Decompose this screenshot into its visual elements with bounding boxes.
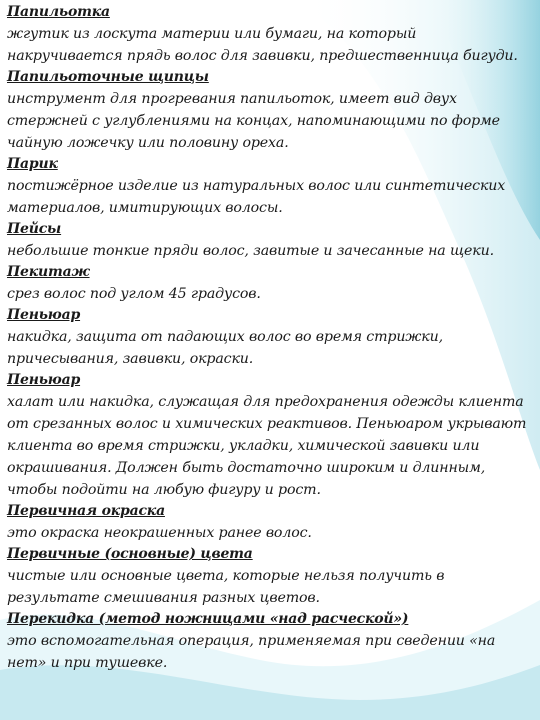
- glossary-term: Первичные (основные) цвета: [7, 546, 253, 562]
- glossary-term: Парик: [7, 156, 58, 172]
- glossary-term: Папильоточные щипцы: [7, 69, 209, 85]
- glossary-definition: небольшие тонкие пряди волос, завитые и зачесанные на щеки.: [7, 243, 494, 259]
- glossary-definition: накидка, защита от падающих волос во время стрижки, причесывания, завивки, окраски.: [7, 329, 443, 367]
- glossary-term: Первичная окраска: [7, 503, 165, 519]
- glossary-definition: постижёрное изделие из натуральных волос или синтетических материалов, имитирующих волосы.: [7, 178, 506, 216]
- glossary-list: [7, 2, 529, 674]
- glossary-entry: [7, 609, 529, 674]
- glossary-definition: чистые или основные цвета, которые нельзя получить в результате смешивания разных цветов.: [7, 568, 445, 606]
- glossary-definition: это окраска неокрашенных ранее волос.: [7, 525, 312, 541]
- glossary-definition: срез волос под углом 45 градусов.: [7, 286, 261, 302]
- glossary-entry: [7, 67, 529, 154]
- glossary-definition: жгутик из лоскута материи или бумаги, на который накручивается прядь волос для завивки, предшественница бигуди.: [7, 26, 518, 64]
- glossary-definition: халат или накидка, служащая для предохранения одежды клиента от срезанных волос и химических реактивов. Пеньюаром укрывают клиента во время стрижки, укладки, химической завивки или окрашивания. Должен быть достаточно широким и длинным, чтобы подойти на любую фигуру и рост.: [7, 394, 527, 498]
- glossary-entry: [7, 154, 529, 219]
- glossary-entry: [7, 544, 529, 609]
- glossary-definition: инструмент для прогревания папильоток, имеет вид двух стержней с углублениями на концах, напоминающими по форме чайную ложечку или половину ореха.: [7, 91, 500, 151]
- glossary-entry: [7, 501, 529, 544]
- glossary-entry: [7, 2, 529, 67]
- glossary-entry: [7, 305, 529, 370]
- glossary-entry: [7, 219, 529, 262]
- glossary-term: Пекитаж: [7, 264, 90, 280]
- glossary-term: Пеньюар: [7, 307, 81, 323]
- glossary-entry: [7, 262, 529, 305]
- glossary-entry: [7, 370, 529, 501]
- glossary-term: Пеньюар: [7, 372, 81, 388]
- glossary-definition: это вспомогательная операция, применяемая при сведении «на нет» и при тушевке.: [7, 633, 496, 671]
- glossary-term: Папильотка: [7, 4, 110, 20]
- glossary-term: Перекидка (метод ножницами «над расческой»): [7, 611, 409, 627]
- glossary-term: Пейсы: [7, 221, 62, 237]
